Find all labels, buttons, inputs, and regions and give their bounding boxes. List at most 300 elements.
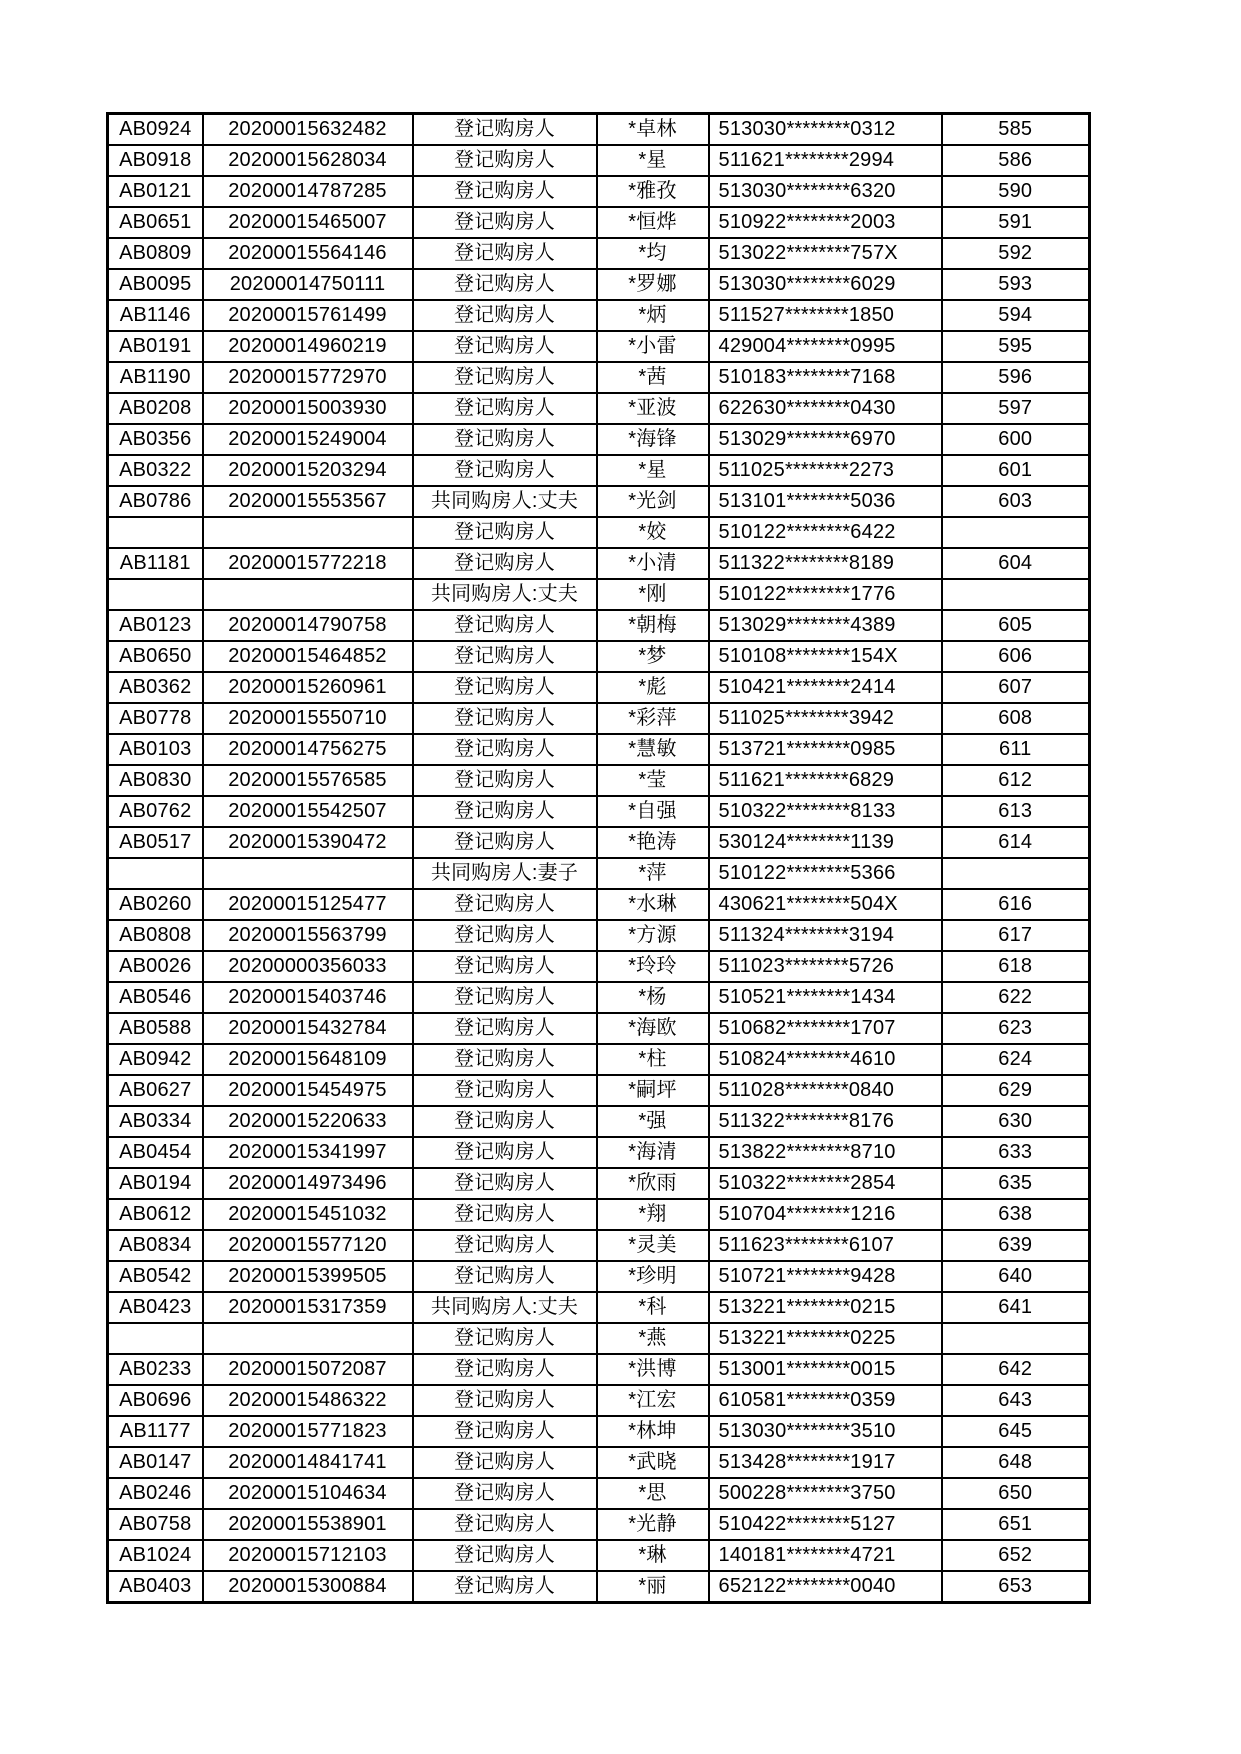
masked-id-number: 510682********1707 <box>709 1013 942 1044</box>
record-code: AB0588 <box>108 1013 203 1044</box>
buyer-role: 共同购房人:丈夫 <box>413 1292 597 1323</box>
buyer-role: 登记购房人 <box>413 827 597 858</box>
buyer-role: 登记购房人 <box>413 269 597 300</box>
table-row <box>108 1013 1090 1044</box>
masked-name: *琳 <box>597 1540 709 1571</box>
buyer-role: 登记购房人 <box>413 734 597 765</box>
table-row <box>108 362 1090 393</box>
table-row <box>108 920 1090 951</box>
sequence-number <box>942 858 1090 889</box>
registration-number: 20200015403746 <box>203 982 413 1013</box>
masked-name: *林坤 <box>597 1416 709 1447</box>
sequence-number: 614 <box>942 827 1090 858</box>
masked-id-number: 513822********8710 <box>709 1137 942 1168</box>
registration-number: 20200015260961 <box>203 672 413 703</box>
sequence-number: 641 <box>942 1292 1090 1323</box>
sequence-number: 638 <box>942 1199 1090 1230</box>
table-row <box>108 176 1090 207</box>
masked-id-number: 510322********8133 <box>709 796 942 827</box>
buyer-role: 登记购房人 <box>413 951 597 982</box>
masked-id-number: 510922********2003 <box>709 207 942 238</box>
masked-name: *方源 <box>597 920 709 951</box>
registration-number: 20200015203294 <box>203 455 413 486</box>
registration-number: 20200014973496 <box>203 1168 413 1199</box>
buyer-role: 登记购房人 <box>413 889 597 920</box>
registration-number: 20200014750111 <box>203 269 413 300</box>
masked-id-number: 513030********3510 <box>709 1416 942 1447</box>
record-code: AB0260 <box>108 889 203 920</box>
sequence-number: 640 <box>942 1261 1090 1292</box>
buyer-role: 登记购房人 <box>413 517 597 548</box>
registration-number: 20200015399505 <box>203 1261 413 1292</box>
record-code: AB0778 <box>108 703 203 734</box>
table-row <box>108 734 1090 765</box>
masked-name: *玲玲 <box>597 951 709 982</box>
masked-id-number: 511621********2994 <box>709 145 942 176</box>
table-row <box>108 889 1090 920</box>
table-row <box>108 1385 1090 1416</box>
table-row <box>108 1478 1090 1509</box>
registration-number: 20200015550710 <box>203 703 413 734</box>
buyer-role: 登记购房人 <box>413 455 597 486</box>
sequence-number: 604 <box>942 548 1090 579</box>
masked-id-number: 510422********5127 <box>709 1509 942 1540</box>
registration-number: 20200015249004 <box>203 424 413 455</box>
sequence-number: 613 <box>942 796 1090 827</box>
buyer-role: 登记购房人 <box>413 176 597 207</box>
masked-name: *水琳 <box>597 889 709 920</box>
buyer-role: 登记购房人 <box>413 331 597 362</box>
table-row <box>108 486 1090 517</box>
sequence-number: 653 <box>942 1571 1090 1603</box>
masked-name: *自强 <box>597 796 709 827</box>
record-code: AB0121 <box>108 176 203 207</box>
table-row <box>108 1323 1090 1354</box>
table-row <box>108 424 1090 455</box>
table-row <box>108 1230 1090 1261</box>
table-row <box>108 641 1090 672</box>
record-code: AB0650 <box>108 641 203 672</box>
masked-id-number: 513101********5036 <box>709 486 942 517</box>
buyer-role: 登记购房人 <box>413 145 597 176</box>
masked-name: *姣 <box>597 517 709 548</box>
sequence-number: 600 <box>942 424 1090 455</box>
record-code: AB1146 <box>108 300 203 331</box>
table-row <box>108 207 1090 238</box>
buyer-role: 登记购房人 <box>413 1106 597 1137</box>
buyer-role: 登记购房人 <box>413 1447 597 1478</box>
sequence-number: 650 <box>942 1478 1090 1509</box>
table-row <box>108 827 1090 858</box>
registration-number <box>203 858 413 889</box>
buyer-role: 登记购房人 <box>413 548 597 579</box>
buyer-role: 登记购房人 <box>413 1478 597 1509</box>
table-row <box>108 1509 1090 1540</box>
buyer-role: 共同购房人:丈夫 <box>413 486 597 517</box>
masked-name: *光剑 <box>597 486 709 517</box>
sequence-number: 622 <box>942 982 1090 1013</box>
masked-name: *刚 <box>597 579 709 610</box>
masked-id-number: 510824********4610 <box>709 1044 942 1075</box>
record-code: AB0454 <box>108 1137 203 1168</box>
registration-number: 20200015553567 <box>203 486 413 517</box>
registration-number: 20200015563799 <box>203 920 413 951</box>
record-code: AB0517 <box>108 827 203 858</box>
record-code: AB0924 <box>108 114 203 146</box>
registration-number: 20200014787285 <box>203 176 413 207</box>
registration-number: 20200015542507 <box>203 796 413 827</box>
record-code: AB0191 <box>108 331 203 362</box>
registration-number: 20200015761499 <box>203 300 413 331</box>
masked-name: *光静 <box>597 1509 709 1540</box>
masked-id-number: 510721********9428 <box>709 1261 942 1292</box>
record-code: AB0542 <box>108 1261 203 1292</box>
buyer-role: 登记购房人 <box>413 1199 597 1230</box>
registration-number <box>203 517 413 548</box>
masked-name: *科 <box>597 1292 709 1323</box>
masked-id-number: 652122********0040 <box>709 1571 942 1603</box>
masked-name: *海欧 <box>597 1013 709 1044</box>
masked-id-number: 510421********2414 <box>709 672 942 703</box>
sequence-number: 608 <box>942 703 1090 734</box>
record-code: AB0322 <box>108 455 203 486</box>
buyer-role: 登记购房人 <box>413 362 597 393</box>
buyer-role: 登记购房人 <box>413 765 597 796</box>
masked-name: *武晓 <box>597 1447 709 1478</box>
masked-name: *炳 <box>597 300 709 331</box>
table-row <box>108 331 1090 362</box>
masked-id-number: 511025********3942 <box>709 703 942 734</box>
table-row <box>108 1354 1090 1385</box>
sequence-number: 607 <box>942 672 1090 703</box>
record-code: AB1177 <box>108 1416 203 1447</box>
table-row <box>108 1075 1090 1106</box>
registration-number: 20200015772970 <box>203 362 413 393</box>
record-code: AB0356 <box>108 424 203 455</box>
sequence-number: 635 <box>942 1168 1090 1199</box>
sequence-number: 639 <box>942 1230 1090 1261</box>
buyer-role: 登记购房人 <box>413 238 597 269</box>
masked-id-number: 429004********0995 <box>709 331 942 362</box>
buyer-role: 登记购房人 <box>413 1323 597 1354</box>
masked-id-number: 513022********757X <box>709 238 942 269</box>
table-row <box>108 1199 1090 1230</box>
sequence-number: 597 <box>942 393 1090 424</box>
sequence-number: 593 <box>942 269 1090 300</box>
sequence-number: 592 <box>942 238 1090 269</box>
sequence-number: 612 <box>942 765 1090 796</box>
masked-name: *星 <box>597 145 709 176</box>
buyer-role: 登记购房人 <box>413 114 597 146</box>
buyer-role: 登记购房人 <box>413 300 597 331</box>
sequence-number: 595 <box>942 331 1090 362</box>
masked-name: *小清 <box>597 548 709 579</box>
table-row <box>108 672 1090 703</box>
masked-id-number: 511023********5726 <box>709 951 942 982</box>
buyer-role: 登记购房人 <box>413 982 597 1013</box>
buyer-role: 登记购房人 <box>413 1044 597 1075</box>
record-code: AB0762 <box>108 796 203 827</box>
registration-number: 20200015451032 <box>203 1199 413 1230</box>
masked-name: *嗣坪 <box>597 1075 709 1106</box>
sequence-number: 651 <box>942 1509 1090 1540</box>
masked-id-number: 511324********3194 <box>709 920 942 951</box>
registration-number: 20200015632482 <box>203 114 413 146</box>
sequence-number: 633 <box>942 1137 1090 1168</box>
sequence-number: 648 <box>942 1447 1090 1478</box>
masked-name: *翔 <box>597 1199 709 1230</box>
table-row <box>108 145 1090 176</box>
table-row <box>108 1416 1090 1447</box>
buyer-role: 登记购房人 <box>413 207 597 238</box>
record-code: AB0546 <box>108 982 203 1013</box>
table-row <box>108 1137 1090 1168</box>
registration-number <box>203 1323 413 1354</box>
registration-number: 20200015341997 <box>203 1137 413 1168</box>
sequence-number <box>942 517 1090 548</box>
masked-id-number: 511527********1850 <box>709 300 942 331</box>
masked-id-number: 511322********8176 <box>709 1106 942 1137</box>
buyer-role: 登记购房人 <box>413 920 597 951</box>
buyer-role: 登记购房人 <box>413 1230 597 1261</box>
masked-id-number: 622630********0430 <box>709 393 942 424</box>
sequence-number: 611 <box>942 734 1090 765</box>
buyer-role: 登记购房人 <box>413 703 597 734</box>
masked-id-number: 511322********8189 <box>709 548 942 579</box>
masked-id-number: 510183********7168 <box>709 362 942 393</box>
sequence-number: 642 <box>942 1354 1090 1385</box>
masked-name: *艳涛 <box>597 827 709 858</box>
sequence-number: 623 <box>942 1013 1090 1044</box>
registration-number: 20200015564146 <box>203 238 413 269</box>
masked-name: *灵美 <box>597 1230 709 1261</box>
table-row <box>108 1447 1090 1478</box>
sequence-number: 652 <box>942 1540 1090 1571</box>
record-code: AB0194 <box>108 1168 203 1199</box>
masked-name: *卓林 <box>597 114 709 146</box>
record-code: AB0362 <box>108 672 203 703</box>
table-row <box>108 1106 1090 1137</box>
registration-number: 20200015465007 <box>203 207 413 238</box>
sequence-number: 617 <box>942 920 1090 951</box>
registration-number: 20200015454975 <box>203 1075 413 1106</box>
sequence-number: 590 <box>942 176 1090 207</box>
record-code: AB0808 <box>108 920 203 951</box>
sequence-number: 629 <box>942 1075 1090 1106</box>
record-code: AB0208 <box>108 393 203 424</box>
registration-number: 20200014756275 <box>203 734 413 765</box>
sequence-number: 585 <box>942 114 1090 146</box>
record-code: AB0103 <box>108 734 203 765</box>
sequence-number: 618 <box>942 951 1090 982</box>
record-code: AB1181 <box>108 548 203 579</box>
registration-number: 20200014790758 <box>203 610 413 641</box>
registration-number: 20200014841741 <box>203 1447 413 1478</box>
table-row <box>108 114 1090 146</box>
record-code: AB0627 <box>108 1075 203 1106</box>
table-row <box>108 610 1090 641</box>
masked-name: *朝梅 <box>597 610 709 641</box>
buyer-role: 共同购房人:丈夫 <box>413 579 597 610</box>
masked-id-number: 513221********0225 <box>709 1323 942 1354</box>
registration-number: 20200015300884 <box>203 1571 413 1603</box>
record-code: AB0809 <box>108 238 203 269</box>
buyer-role: 登记购房人 <box>413 1571 597 1603</box>
masked-name: *彩萍 <box>597 703 709 734</box>
record-code: AB0786 <box>108 486 203 517</box>
record-code: AB1190 <box>108 362 203 393</box>
registration-number: 20200015576585 <box>203 765 413 796</box>
records-table-body <box>108 114 1090 1603</box>
sequence-number: 601 <box>942 455 1090 486</box>
registration-number: 20200015317359 <box>203 1292 413 1323</box>
record-code <box>108 517 203 548</box>
masked-id-number: 513221********0215 <box>709 1292 942 1323</box>
table-row <box>108 1571 1090 1603</box>
sequence-number: 605 <box>942 610 1090 641</box>
buyer-role: 登记购房人 <box>413 1168 597 1199</box>
masked-id-number: 510322********2854 <box>709 1168 942 1199</box>
masked-name: *均 <box>597 238 709 269</box>
sequence-number <box>942 1323 1090 1354</box>
table-row <box>108 858 1090 889</box>
masked-name: *洪博 <box>597 1354 709 1385</box>
record-code: AB0147 <box>108 1447 203 1478</box>
masked-name: *亚波 <box>597 393 709 424</box>
masked-id-number: 140181********4721 <box>709 1540 942 1571</box>
sequence-number: 624 <box>942 1044 1090 1075</box>
registration-number: 20200015577120 <box>203 1230 413 1261</box>
record-code: AB0246 <box>108 1478 203 1509</box>
buyer-role: 登记购房人 <box>413 796 597 827</box>
record-code: AB0942 <box>108 1044 203 1075</box>
table-row <box>108 796 1090 827</box>
masked-name: *柱 <box>597 1044 709 1075</box>
registration-number: 20200000356033 <box>203 951 413 982</box>
record-code: AB0830 <box>108 765 203 796</box>
record-code: AB0918 <box>108 145 203 176</box>
table-row <box>108 238 1090 269</box>
masked-id-number: 513030********0312 <box>709 114 942 146</box>
table-row <box>108 1168 1090 1199</box>
registration-number: 20200015104634 <box>203 1478 413 1509</box>
buyer-role: 登记购房人 <box>413 1013 597 1044</box>
registration-number: 20200015538901 <box>203 1509 413 1540</box>
masked-name: *海清 <box>597 1137 709 1168</box>
registration-number: 20200015712103 <box>203 1540 413 1571</box>
table-row <box>108 579 1090 610</box>
record-code: AB0403 <box>108 1571 203 1603</box>
masked-id-number: 511621********6829 <box>709 765 942 796</box>
buyer-role: 登记购房人 <box>413 1354 597 1385</box>
record-code: AB0233 <box>108 1354 203 1385</box>
table-row <box>108 1044 1090 1075</box>
buyer-role: 登记购房人 <box>413 393 597 424</box>
sequence-number: 643 <box>942 1385 1090 1416</box>
masked-name: *慧敏 <box>597 734 709 765</box>
records-table <box>106 112 1091 1604</box>
masked-name: *丽 <box>597 1571 709 1603</box>
registration-number: 20200015432784 <box>203 1013 413 1044</box>
record-code: AB0758 <box>108 1509 203 1540</box>
table-row <box>108 393 1090 424</box>
buyer-role: 登记购房人 <box>413 1261 597 1292</box>
masked-id-number: 430621********504X <box>709 889 942 920</box>
masked-name: *海锋 <box>597 424 709 455</box>
masked-name: *梦 <box>597 641 709 672</box>
sequence-number: 591 <box>942 207 1090 238</box>
masked-id-number: 513030********6029 <box>709 269 942 300</box>
masked-id-number: 513030********6320 <box>709 176 942 207</box>
masked-id-number: 510122********1776 <box>709 579 942 610</box>
registration-number: 20200015648109 <box>203 1044 413 1075</box>
sequence-number: 606 <box>942 641 1090 672</box>
masked-id-number: 510108********154X <box>709 641 942 672</box>
sequence-number: 630 <box>942 1106 1090 1137</box>
registration-number: 20200015220633 <box>203 1106 413 1137</box>
masked-id-number: 513721********0985 <box>709 734 942 765</box>
table-row <box>108 455 1090 486</box>
buyer-role: 登记购房人 <box>413 610 597 641</box>
masked-name: *茜 <box>597 362 709 393</box>
masked-id-number: 510122********6422 <box>709 517 942 548</box>
record-code: AB0123 <box>108 610 203 641</box>
table-row <box>108 269 1090 300</box>
record-code: AB0834 <box>108 1230 203 1261</box>
masked-name: *星 <box>597 455 709 486</box>
masked-id-number: 513029********6970 <box>709 424 942 455</box>
record-code: AB0651 <box>108 207 203 238</box>
buyer-role: 登记购房人 <box>413 1416 597 1447</box>
masked-id-number: 510704********1216 <box>709 1199 942 1230</box>
table-row <box>108 1540 1090 1571</box>
buyer-role: 登记购房人 <box>413 1509 597 1540</box>
sequence-number: 645 <box>942 1416 1090 1447</box>
sequence-number: 594 <box>942 300 1090 331</box>
masked-name: *莹 <box>597 765 709 796</box>
registration-number: 20200015390472 <box>203 827 413 858</box>
table-row <box>108 1261 1090 1292</box>
buyer-role: 登记购房人 <box>413 672 597 703</box>
masked-name: *彪 <box>597 672 709 703</box>
record-code: AB1024 <box>108 1540 203 1571</box>
masked-name: *恒烨 <box>597 207 709 238</box>
masked-id-number: 513428********1917 <box>709 1447 942 1478</box>
registration-number: 20200015072087 <box>203 1354 413 1385</box>
table-row <box>108 517 1090 548</box>
buyer-role: 共同购房人:妻子 <box>413 858 597 889</box>
sequence-number: 616 <box>942 889 1090 920</box>
registration-number: 20200015771823 <box>203 1416 413 1447</box>
masked-name: *雅孜 <box>597 176 709 207</box>
registration-number: 20200014960219 <box>203 331 413 362</box>
masked-name: *欣雨 <box>597 1168 709 1199</box>
registration-number: 20200015486322 <box>203 1385 413 1416</box>
masked-id-number: 510521********1434 <box>709 982 942 1013</box>
masked-id-number: 510122********5366 <box>709 858 942 889</box>
masked-id-number: 530124********1139 <box>709 827 942 858</box>
table-row <box>108 300 1090 331</box>
record-code: AB0612 <box>108 1199 203 1230</box>
table-row <box>108 1292 1090 1323</box>
registration-number: 20200015125477 <box>203 889 413 920</box>
buyer-role: 登记购房人 <box>413 1385 597 1416</box>
masked-name: *珍明 <box>597 1261 709 1292</box>
masked-name: *萍 <box>597 858 709 889</box>
masked-name: *小雷 <box>597 331 709 362</box>
table-row <box>108 703 1090 734</box>
sequence-number: 586 <box>942 145 1090 176</box>
